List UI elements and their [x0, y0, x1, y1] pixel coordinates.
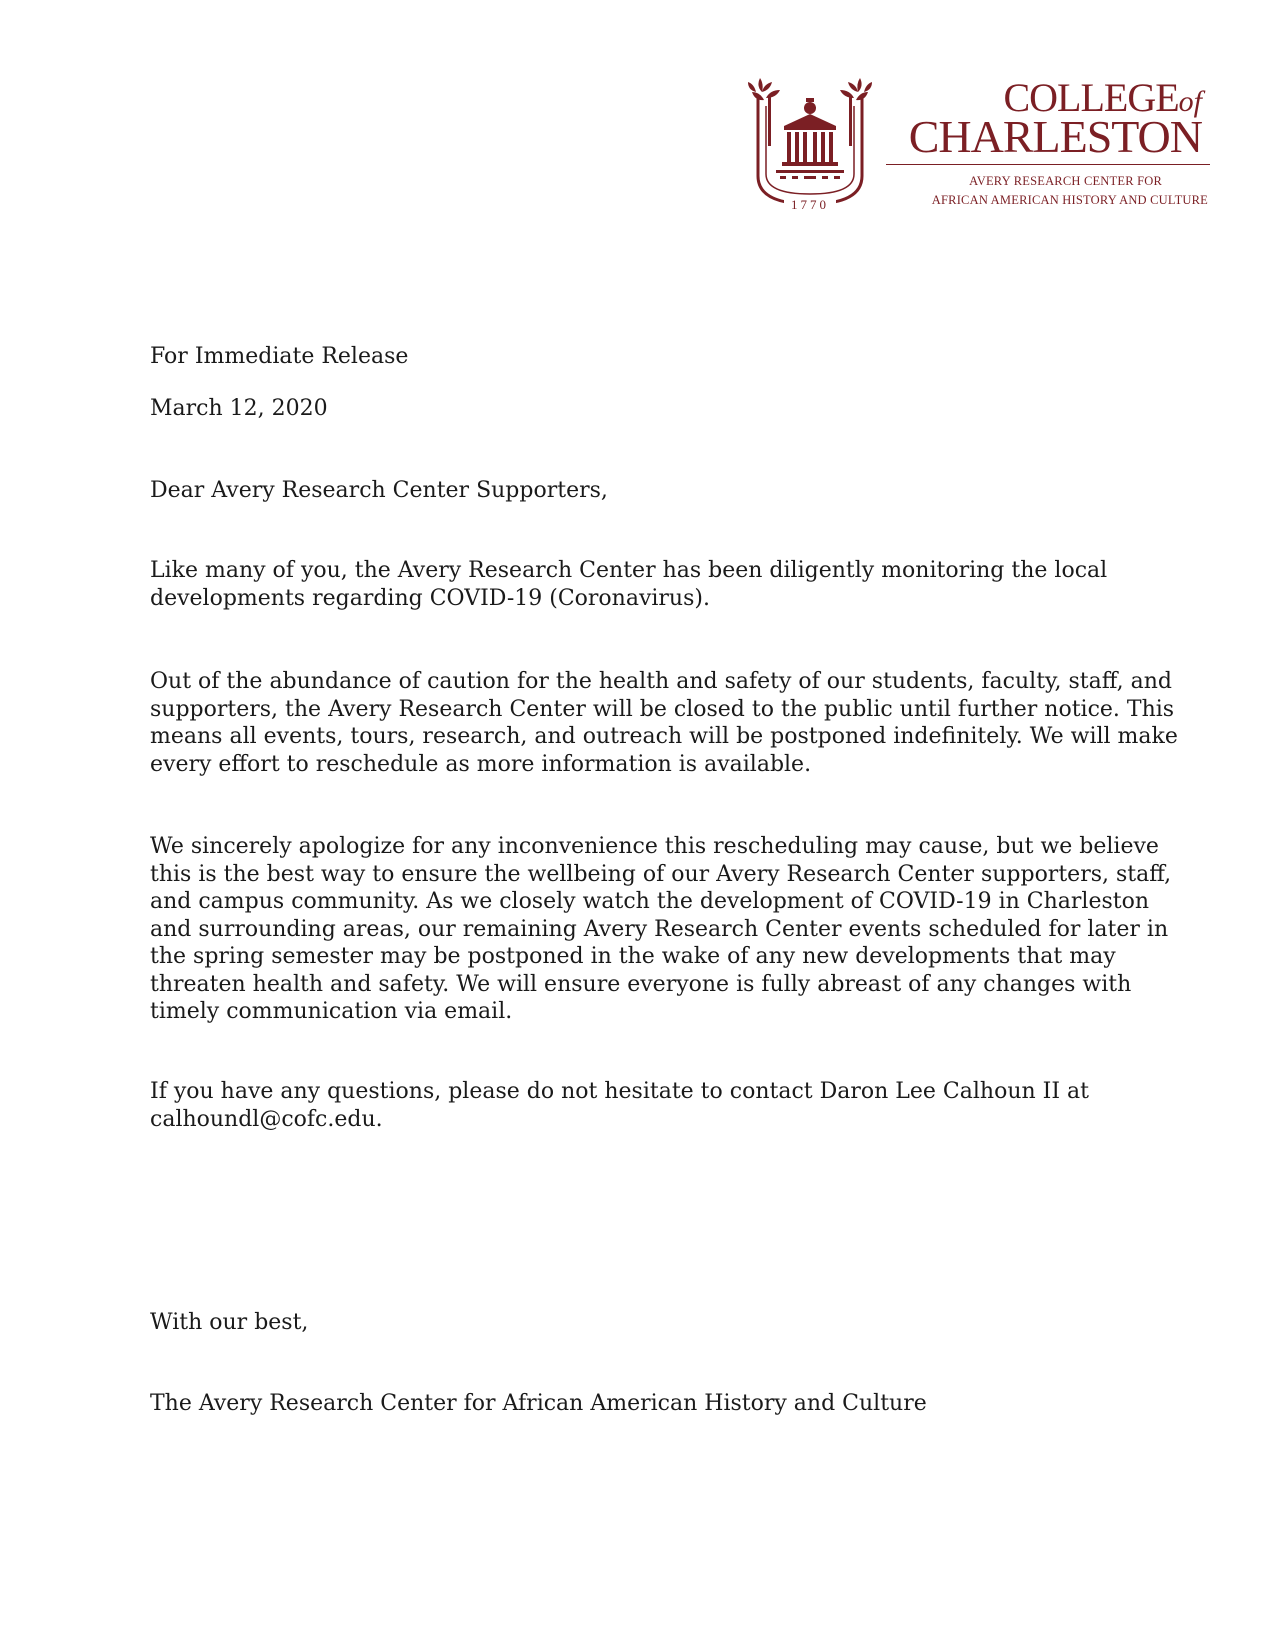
salutation: Dear Avery Research Center Supporters,: [150, 478, 608, 503]
wordmark-subtitle-line1: AVERY RESEARCH CENTER FOR: [969, 174, 1162, 188]
wordmark-charleston: CHARLESTON: [908, 111, 1202, 162]
wordmark-of: of: [1178, 85, 1202, 118]
letter-date: March 12, 2020: [150, 396, 328, 421]
wordmark-subtitle-line2: AFRICAN AMERICAN HISTORY AND CULTURE: [931, 193, 1208, 207]
college-seal-logo: [740, 76, 880, 216]
wordmark-college: COLLEGE: [1003, 75, 1179, 120]
college-wordmark: [884, 76, 1210, 216]
closing: With our best,: [150, 1310, 309, 1335]
body-paragraph-closure: Out of the abundance of caution for the health and safety of our students, faculty, staff, and supporters, the Avery Research Center will be closed to the public until further notice. This means all events, tours, research, and outreach will be postponed indefinitely. We will make every effort to reschedule as more information is available.: [150, 669, 1178, 777]
letterhead: [740, 76, 1210, 216]
wordmark-divider: [886, 164, 1210, 165]
body-paragraph-apology: We sincerely apologize for any inconvenience this rescheduling may cause, but we believe this is the best way to ensure the wellbeing of our Avery Research Center supporters, staff, and campus community. As we closely watch the development of COVID-19 in Charleston and surrounding areas, our remaining Avery Research Center events scheduled for later in the spring semester may be postponed in the wake of any new developments that may threaten health and safety. We will ensure everyone is fully abreast of any changes with timely communication via email.: [150, 834, 1172, 1024]
body-paragraph-monitoring: Like many of you, the Avery Research Center has been diligently monitoring the local developments regarding COVID-19 (Coronavirus).: [150, 558, 1108, 611]
seal-year: 1770: [791, 197, 829, 212]
body-paragraph-contact: If you have any questions, please do not hesitate to contact Daron Lee Calhoun II at calhoundl@cofc.edu.: [150, 1079, 1089, 1132]
signature: The Avery Research Center for African American History and Culture: [150, 1391, 927, 1416]
release-label: For Immediate Release: [150, 344, 409, 369]
